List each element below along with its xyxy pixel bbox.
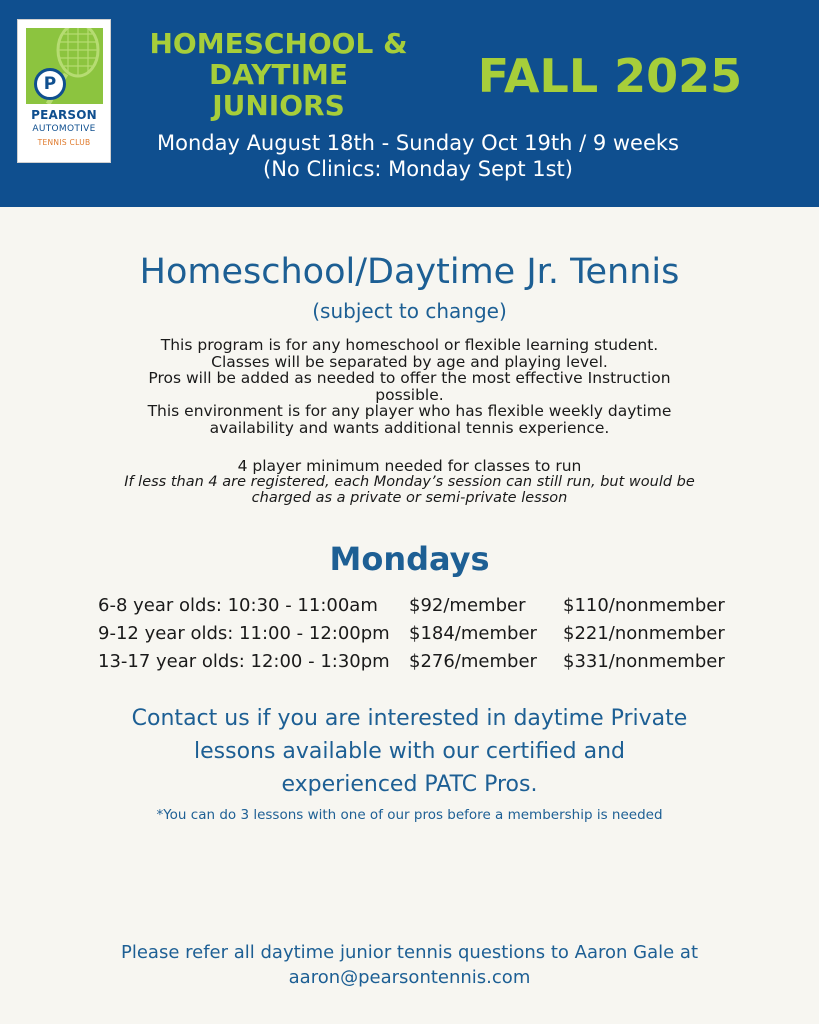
program-title	[126, 28, 431, 121]
member-price-cell: $276/member	[409, 651, 537, 672]
private-lessons-contact	[40, 702, 779, 801]
logo-letter: P	[43, 74, 57, 94]
description-line: Classes will be separated by age and playing level.	[211, 352, 608, 371]
logo-subtitle-club: TENNIS CLUB	[37, 138, 91, 147]
footer-line: Please refer all daytime junior tennis questions to Aaron Gale at	[120, 942, 698, 963]
schedule-day-heading: Mondays	[329, 540, 490, 578]
member-price-cell: $92/member	[409, 595, 526, 616]
contact-line: experienced PATC Pros.	[281, 772, 538, 797]
age-time-cell: 13-17 year olds: 12:00 - 1:30pm	[98, 651, 390, 672]
nonmember-price-cell: $221/nonmember	[563, 623, 725, 644]
program-description	[70, 337, 749, 436]
minimum-note-line: charged as a private or semi-private lesson	[251, 490, 568, 506]
age-time-cell: 9-12 year olds: 11:00 - 12:00pm	[98, 623, 390, 644]
session-dates	[110, 130, 726, 182]
program-title-line: HOMESCHOOL &	[149, 27, 408, 60]
description-line: This environment is for any player who has flexible weekly daytime	[147, 402, 672, 420]
membership-footnote: *You can do 3 lessons with one of our pros before a membership is needed	[156, 807, 663, 823]
page-title: Homeschool/Daytime Jr. Tennis	[139, 252, 680, 292]
minimum-players-note	[60, 474, 759, 506]
footer-contact	[60, 940, 759, 990]
contact-line: Contact us if you are interested in daytime Private	[131, 706, 688, 731]
description-line: availability and wants additional tennis experience.	[209, 418, 610, 437]
logo-p-badge	[34, 68, 66, 100]
nonmember-price-cell: $110/nonmember	[563, 595, 725, 616]
header-banner	[0, 0, 819, 207]
program-title-line: DAYTIME	[208, 58, 348, 91]
age-time-cell: 6-8 year olds: 10:30 - 11:00am	[98, 595, 378, 616]
contact-line: lessons available with our certified and	[194, 739, 625, 764]
member-price-cell: $184/member	[409, 623, 537, 644]
season-title: FALL 2025	[477, 49, 743, 103]
session-dates-line: Monday August 18th - Sunday Oct 19th / 9 weeks	[156, 131, 680, 155]
club-logo	[17, 19, 111, 163]
description-line: possible.	[375, 385, 444, 404]
logo-name: PEARSON	[31, 108, 97, 122]
logo-subtitle: AUTOMOTIVE	[32, 124, 96, 134]
description-line: This program is for any homeschool or flexible learning student.	[160, 336, 659, 354]
description-line: Pros will be added as needed to offer the most effective Instruction	[148, 369, 671, 387]
nonmember-price-cell: $331/nonmember	[563, 651, 725, 672]
program-title-line: JUNIORS	[212, 89, 345, 122]
logo-racket-graphic	[26, 28, 103, 104]
no-clinics-line: (No Clinics: Monday Sept 1st)	[263, 157, 573, 181]
minimum-players-text: 4 player minimum needed for classes to run	[237, 457, 582, 475]
page-subtitle: (subject to change)	[312, 299, 507, 323]
minimum-note-line: If less than 4 are registered, each Monday’s session can still run, but would be	[124, 474, 695, 490]
footer-email: aaron@pearsontennis.com	[288, 967, 531, 988]
